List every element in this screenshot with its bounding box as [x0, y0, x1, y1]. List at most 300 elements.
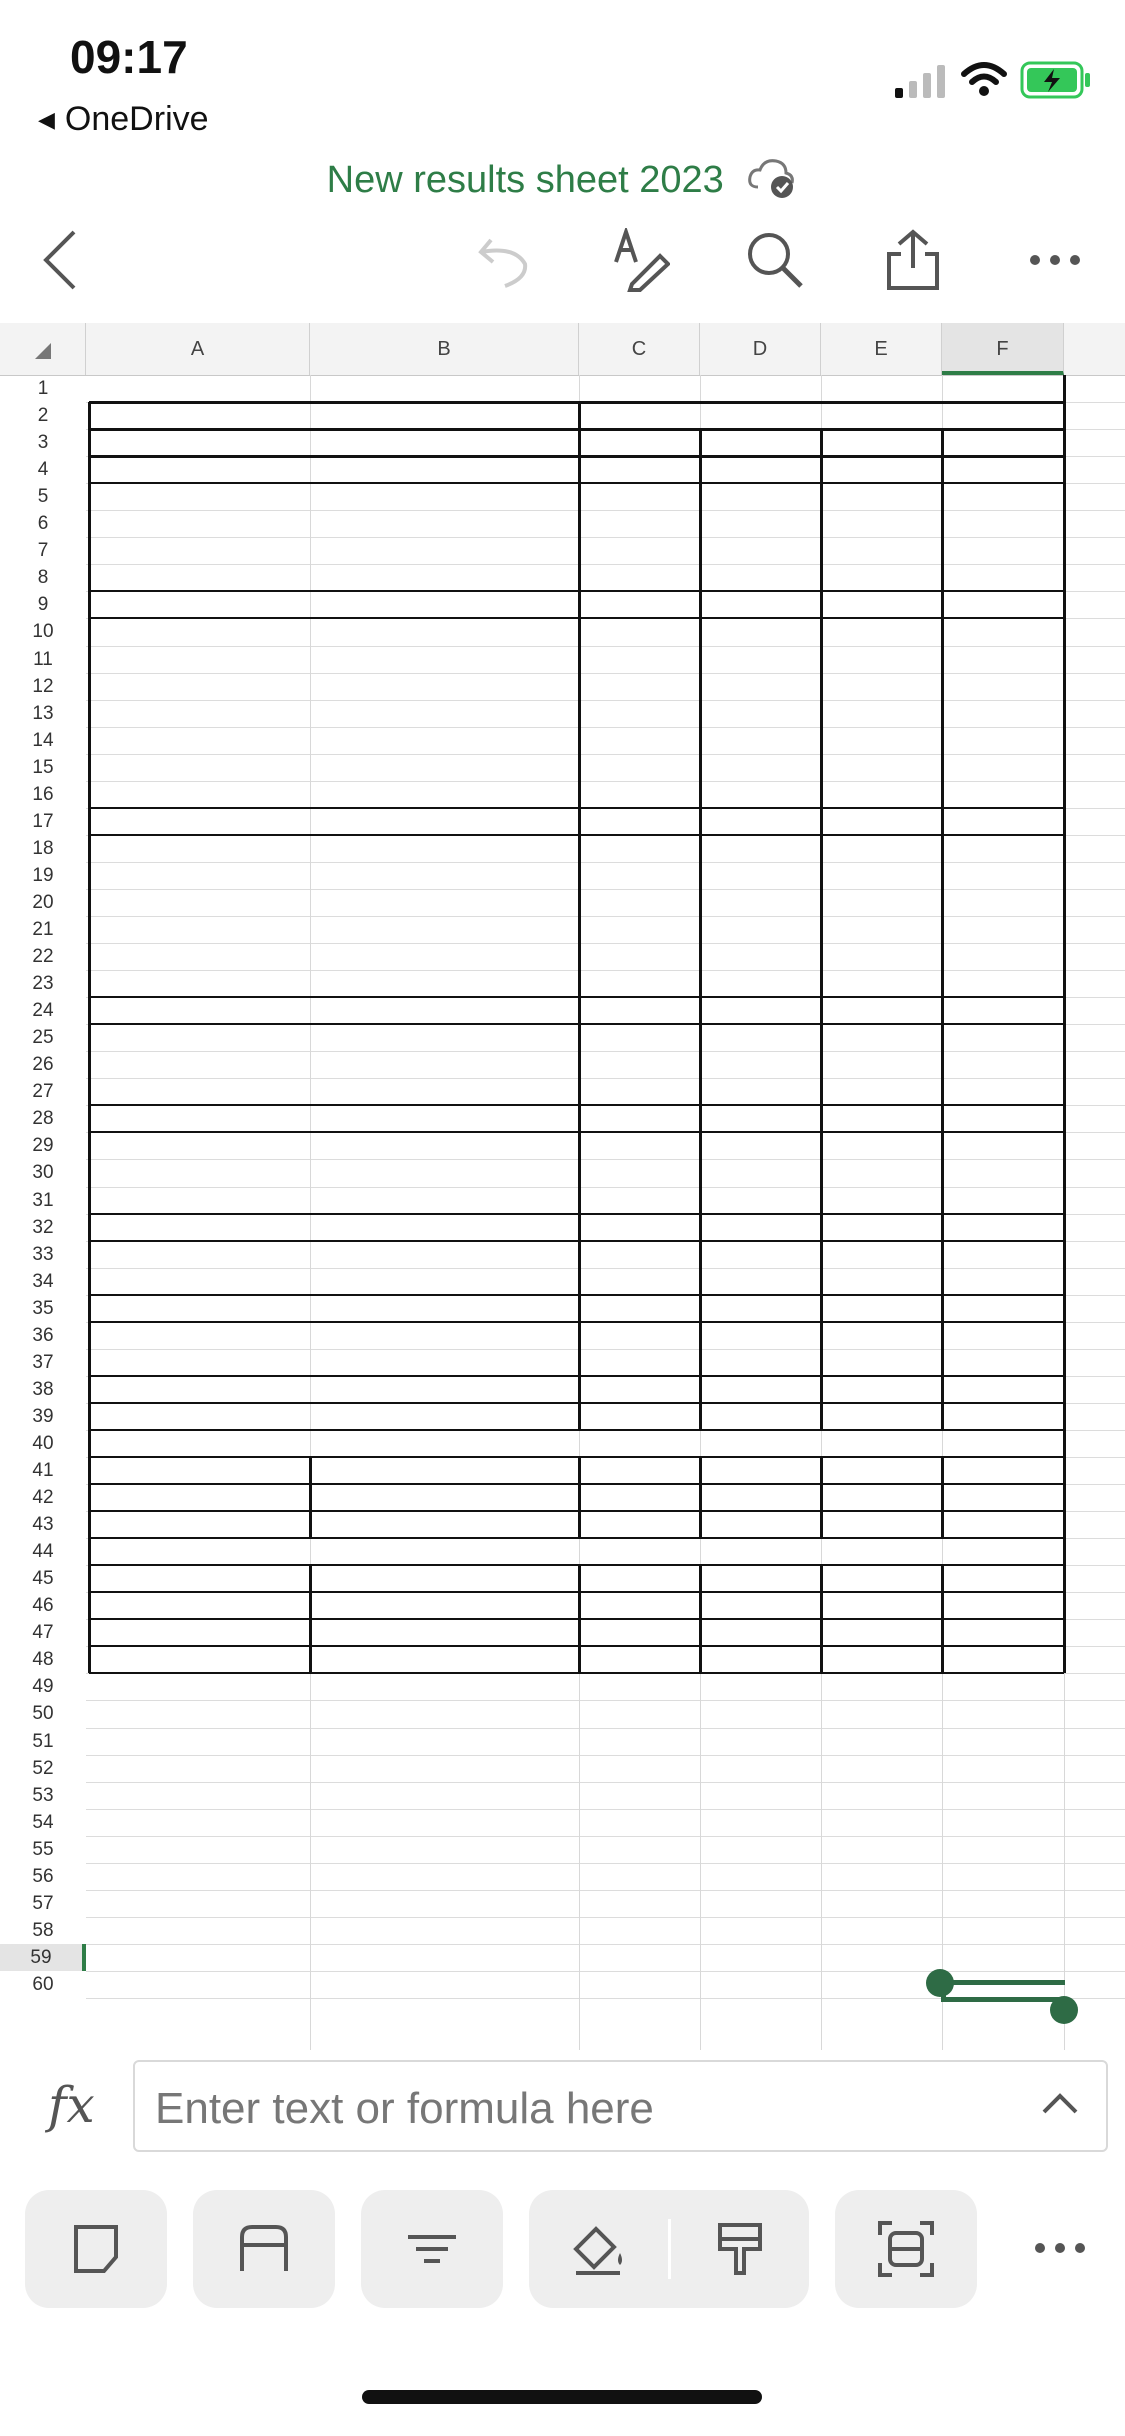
- cell-test[interactable]: [579, 916, 700, 943]
- cell-test[interactable]: [579, 1132, 700, 1159]
- cell-percent[interactable]: [821, 727, 942, 754]
- cell-marks[interactable]: [700, 754, 821, 781]
- row-number[interactable]: 4: [37, 459, 49, 481]
- cell-percent[interactable]: [821, 754, 942, 781]
- row-number[interactable]: 28: [32, 1108, 54, 1130]
- format-painter-icon[interactable]: [671, 2219, 810, 2279]
- header-pct: [827, 429, 938, 456]
- cell-test[interactable]: [579, 862, 700, 889]
- row-number[interactable]: 49: [32, 1676, 54, 1698]
- cell-name[interactable]: [93, 1051, 303, 1078]
- cell-place[interactable]: [948, 781, 1060, 808]
- cell-percent[interactable]: [821, 1132, 942, 1159]
- expand-chevron-icon[interactable]: [1040, 2090, 1080, 2121]
- row-number[interactable]: 30: [32, 1162, 54, 1184]
- cell-horse[interactable]: [316, 754, 576, 781]
- cell-marks[interactable]: [700, 564, 821, 591]
- table-border-h: [89, 1402, 1064, 1404]
- wifi-icon: [960, 60, 1008, 103]
- cell-place[interactable]: [948, 970, 1060, 997]
- cell-test[interactable]: [579, 1024, 700, 1051]
- cell-test[interactable]: [579, 1078, 700, 1105]
- cell-place[interactable]: [948, 1078, 1060, 1105]
- cell-marks[interactable]: [700, 970, 821, 997]
- cell-percent[interactable]: [821, 781, 942, 808]
- cell-name[interactable]: [93, 970, 303, 997]
- table-border-h: [89, 1537, 1064, 1539]
- cell-marks[interactable]: [700, 916, 821, 943]
- row-number[interactable]: 25: [32, 1027, 54, 1049]
- row-number[interactable]: 23: [32, 973, 54, 995]
- cell-marks[interactable]: [700, 781, 821, 808]
- fill-color-icon[interactable]: [529, 2219, 671, 2279]
- cell-test[interactable]: [579, 483, 700, 510]
- cell-horse[interactable]: [316, 618, 576, 645]
- cell-place[interactable]: [948, 673, 1060, 700]
- table-border-h: [89, 1510, 1064, 1512]
- header-horse: [316, 429, 575, 456]
- cell-percent[interactable]: [821, 889, 942, 916]
- filter-icon[interactable]: [361, 2190, 503, 2308]
- cell-name[interactable]: [93, 781, 303, 808]
- row-number[interactable]: 31: [32, 1189, 54, 1211]
- table-border-v: [88, 402, 91, 1673]
- row-number[interactable]: 9: [37, 594, 49, 616]
- row-number[interactable]: 14: [32, 729, 54, 751]
- row-number[interactable]: 47: [32, 1622, 54, 1644]
- cell-place[interactable]: [948, 1024, 1060, 1051]
- cell-percent[interactable]: [821, 862, 942, 889]
- cell-test[interactable]: [579, 646, 700, 673]
- cell-horse[interactable]: [316, 916, 576, 943]
- row-number[interactable]: 8: [37, 567, 49, 589]
- freeze-panes-icon[interactable]: [193, 2190, 335, 2308]
- cell-name[interactable]: [93, 1241, 303, 1268]
- cell-test[interactable]: [579, 943, 700, 970]
- cell-name[interactable]: [93, 1349, 303, 1376]
- cell-test[interactable]: [579, 727, 700, 754]
- table-border-h: [89, 1564, 1064, 1566]
- cell-percent[interactable]: [821, 970, 942, 997]
- table-border-v: [941, 1457, 944, 1538]
- cell-horse[interactable]: [316, 564, 576, 591]
- cell-test[interactable]: [579, 537, 700, 564]
- table-border-v: [699, 1565, 702, 1673]
- cell-marks[interactable]: [700, 1322, 821, 1349]
- header-name: [92, 429, 306, 456]
- cell-name[interactable]: [93, 889, 303, 916]
- search-icon[interactable]: [740, 225, 810, 295]
- select-icon[interactable]: [835, 2190, 977, 2308]
- row-number[interactable]: 15: [32, 756, 54, 778]
- cell-horse[interactable]: [316, 1024, 576, 1051]
- grid-row-line: [86, 1917, 1125, 1918]
- cell-marks[interactable]: [700, 700, 821, 727]
- row-number[interactable]: 22: [32, 946, 54, 968]
- cell-name[interactable]: [93, 564, 303, 591]
- formula-placeholder: Enter text or formula here: [155, 2084, 654, 2133]
- row-number[interactable]: 58: [32, 1919, 54, 1941]
- cell-marks[interactable]: [700, 1349, 821, 1376]
- row-number[interactable]: 39: [32, 1405, 54, 1427]
- cell-name[interactable]: [93, 916, 303, 943]
- cell-name[interactable]: [93, 754, 303, 781]
- row-number[interactable]: 41: [32, 1460, 54, 1481]
- cell-horse[interactable]: [316, 510, 576, 537]
- cell-horse[interactable]: [316, 889, 576, 916]
- formula-input[interactable]: [133, 2060, 1108, 2152]
- row-number[interactable]: 11: [33, 648, 53, 670]
- cell-percent[interactable]: [821, 1051, 942, 1078]
- cell-place[interactable]: [948, 1349, 1060, 1376]
- row-number[interactable]: 2: [37, 405, 49, 427]
- share-icon[interactable]: [878, 225, 948, 295]
- column-header-A[interactable]: A: [86, 323, 310, 375]
- cell-percent[interactable]: [821, 700, 942, 727]
- cell-horse[interactable]: [316, 1241, 576, 1268]
- grid-row-line: [86, 1700, 1125, 1701]
- cell-marks[interactable]: [700, 483, 821, 510]
- row-number[interactable]: 44: [32, 1541, 54, 1563]
- cell-marks[interactable]: [700, 889, 821, 916]
- cell-marks[interactable]: [700, 943, 821, 970]
- draw-pen-icon[interactable]: [605, 225, 675, 295]
- cell-horse[interactable]: [316, 1159, 576, 1186]
- cell-name[interactable]: [93, 727, 303, 754]
- cell-place[interactable]: [948, 1268, 1060, 1295]
- row-number[interactable]: 50: [32, 1703, 54, 1725]
- grid-row-line: [86, 1809, 1125, 1810]
- row-number[interactable]: 26: [32, 1054, 54, 1076]
- grid-row-line: [86, 1782, 1125, 1783]
- row-number[interactable]: 12: [32, 675, 54, 697]
- column-header-F[interactable]: F: [942, 323, 1064, 375]
- cell-name[interactable]: [93, 1024, 303, 1051]
- cell-percent[interactable]: [821, 618, 942, 645]
- cell-test[interactable]: [579, 618, 700, 645]
- cell-test[interactable]: [579, 1241, 700, 1268]
- row-number[interactable]: 37: [32, 1351, 54, 1373]
- row-number[interactable]: 53: [32, 1784, 54, 1806]
- row-number[interactable]: 35: [32, 1297, 54, 1319]
- cell-percent[interactable]: [821, 943, 942, 970]
- grid-row-line: [86, 1971, 1125, 1972]
- cell-marks[interactable]: [700, 862, 821, 889]
- cell-horse[interactable]: [316, 700, 576, 727]
- cell-horse[interactable]: [316, 1349, 576, 1376]
- row-number[interactable]: 45: [32, 1568, 54, 1590]
- cell-marks[interactable]: [700, 646, 821, 673]
- row-number[interactable]: 3: [37, 432, 49, 454]
- cloud-saved-icon: [746, 155, 798, 209]
- cell-horse[interactable]: [316, 970, 576, 997]
- cell-percent[interactable]: [821, 646, 942, 673]
- row-number[interactable]: 17: [32, 810, 54, 832]
- cell-name[interactable]: [93, 1078, 303, 1105]
- cell-percent[interactable]: [821, 1322, 942, 1349]
- cell-marks[interactable]: [700, 835, 821, 862]
- cell-place[interactable]: [948, 916, 1060, 943]
- sheet-title: [86, 375, 1064, 402]
- row-number[interactable]: 40: [32, 1432, 54, 1454]
- spreadsheet-grid[interactable]: [0, 323, 1125, 2050]
- back-triangle-icon: ◀: [38, 106, 55, 132]
- cell-name[interactable]: [93, 1132, 303, 1159]
- table-border-v: [941, 1565, 944, 1673]
- cell-test[interactable]: [579, 1322, 700, 1349]
- header-test: [585, 429, 696, 456]
- row-number[interactable]: 20: [32, 891, 54, 913]
- document-title-text: New results sheet 2023: [326, 159, 724, 202]
- table-border-h: [89, 1645, 1064, 1647]
- row-number[interactable]: 51: [32, 1730, 54, 1752]
- table-border-v: [309, 1565, 312, 1673]
- cell-percent[interactable]: [821, 835, 942, 862]
- table-border-h: [89, 1429, 1064, 1431]
- table-border-h: [89, 1456, 1064, 1458]
- cell-horse[interactable]: [316, 1078, 576, 1105]
- cell-marks[interactable]: [700, 1078, 821, 1105]
- cell-marks[interactable]: [700, 1268, 821, 1295]
- fx-icon[interactable]: fx: [48, 2076, 95, 2134]
- selection-box[interactable]: [941, 1980, 1065, 2002]
- sheet-judge: [579, 402, 1064, 429]
- cell-percent[interactable]: [821, 537, 942, 564]
- cell-place[interactable]: [948, 483, 1060, 510]
- table-border-v: [1063, 1565, 1066, 1673]
- cell-place[interactable]: [948, 889, 1060, 916]
- row-number[interactable]: 55: [32, 1838, 54, 1860]
- row-number[interactable]: 19: [32, 864, 54, 886]
- cell-name[interactable]: [93, 483, 303, 510]
- cell-test[interactable]: [579, 970, 700, 997]
- cell-name[interactable]: [93, 862, 303, 889]
- table-border-h: [89, 1672, 1064, 1674]
- table-border-v: [820, 1565, 823, 1673]
- back-to-app-link[interactable]: [38, 100, 209, 139]
- row-number[interactable]: 57: [32, 1892, 54, 1914]
- cell-place[interactable]: [948, 754, 1060, 781]
- cell-name[interactable]: [93, 646, 303, 673]
- row-number[interactable]: 33: [32, 1243, 54, 1265]
- cell-place[interactable]: [948, 1187, 1060, 1214]
- row-number[interactable]: 21: [32, 919, 54, 940]
- row-number[interactable]: 16: [32, 783, 54, 805]
- row-number[interactable]: 27: [32, 1081, 54, 1103]
- cell-name[interactable]: [93, 1187, 303, 1214]
- cell-horse[interactable]: [316, 1051, 576, 1078]
- row-number[interactable]: 6: [37, 513, 49, 535]
- sheet-view-icon[interactable]: [25, 2190, 167, 2308]
- undo-icon[interactable]: [470, 225, 540, 295]
- row-number[interactable]: 18: [32, 837, 54, 859]
- row-number[interactable]: 60: [32, 1973, 54, 1995]
- cell-place[interactable]: [948, 700, 1060, 727]
- cell-place[interactable]: [948, 1322, 1060, 1349]
- cell-horse[interactable]: [316, 673, 576, 700]
- cell-percent[interactable]: [821, 483, 942, 510]
- selection-handle-end[interactable]: [1050, 1996, 1078, 2024]
- cell-marks[interactable]: [700, 1051, 821, 1078]
- cell-horse[interactable]: [316, 862, 576, 889]
- table-border-h: [89, 1591, 1064, 1593]
- cell-marks[interactable]: [700, 1159, 821, 1186]
- row-number[interactable]: 13: [32, 702, 54, 724]
- select-all-corner[interactable]: [0, 323, 86, 375]
- row-number[interactable]: 1: [37, 378, 49, 399]
- cell-name[interactable]: [93, 943, 303, 970]
- cell-name[interactable]: [93, 510, 303, 537]
- bottom-action-bar: [0, 2180, 1125, 2320]
- cell-percent[interactable]: [821, 1241, 942, 1268]
- format-group: [529, 2190, 809, 2308]
- cell-test[interactable]: [579, 754, 700, 781]
- cell-place[interactable]: [948, 862, 1060, 889]
- cell-horse[interactable]: [316, 1187, 576, 1214]
- table-border-v: [578, 1457, 581, 1538]
- row-number[interactable]: 42: [32, 1487, 54, 1509]
- back-chevron-icon[interactable]: [30, 225, 90, 295]
- signal-icon: [893, 64, 947, 103]
- cell-percent[interactable]: [821, 673, 942, 700]
- cell-marks[interactable]: [700, 1132, 821, 1159]
- cell-percent[interactable]: [821, 1349, 942, 1376]
- column-header-E[interactable]: E: [821, 323, 942, 375]
- row-number[interactable]: 32: [32, 1216, 54, 1238]
- cell-horse[interactable]: [316, 537, 576, 564]
- cell-test[interactable]: [579, 700, 700, 727]
- cell-test[interactable]: [579, 1159, 700, 1186]
- row-number[interactable]: 36: [32, 1324, 54, 1346]
- cell-name[interactable]: [93, 835, 303, 862]
- home-indicator[interactable]: [362, 2390, 762, 2404]
- cell-name[interactable]: [93, 1159, 303, 1186]
- cell-percent[interactable]: [821, 1159, 942, 1186]
- cell-place[interactable]: [948, 510, 1060, 537]
- cell-marks[interactable]: [700, 727, 821, 754]
- cell-name[interactable]: [93, 537, 303, 564]
- more-icon[interactable]: [1020, 225, 1090, 295]
- cell-name[interactable]: [93, 673, 303, 700]
- back-app-label: OneDrive: [64, 100, 209, 138]
- cell-test[interactable]: [579, 564, 700, 591]
- row-number[interactable]: 24: [32, 1000, 54, 1022]
- row-number[interactable]: 59: [0, 1944, 86, 1971]
- cell-test[interactable]: [579, 1268, 700, 1295]
- cell-marks[interactable]: [700, 510, 821, 537]
- column-header-B[interactable]: B: [310, 323, 579, 375]
- row-number[interactable]: 29: [32, 1135, 54, 1157]
- cell-place[interactable]: [948, 618, 1060, 645]
- column-header-next[interactable]: [1064, 323, 1125, 375]
- cell-test[interactable]: [579, 510, 700, 537]
- cell-percent[interactable]: [821, 510, 942, 537]
- row-number[interactable]: 43: [32, 1514, 54, 1536]
- cell-marks[interactable]: [700, 1024, 821, 1051]
- grid-row-line: [86, 1728, 1125, 1729]
- table-border-v: [820, 1457, 823, 1538]
- cell-place[interactable]: [948, 727, 1060, 754]
- cell-horse[interactable]: [316, 835, 576, 862]
- cell-name[interactable]: [93, 1268, 303, 1295]
- row-number[interactable]: 7: [37, 540, 49, 562]
- cell-horse[interactable]: [316, 483, 576, 510]
- cell-test[interactable]: [579, 1187, 700, 1214]
- row-number[interactable]: 48: [32, 1649, 54, 1671]
- row-number[interactable]: 38: [32, 1378, 54, 1400]
- cell-place[interactable]: [948, 1132, 1060, 1159]
- cell-percent[interactable]: [821, 916, 942, 943]
- cell-place[interactable]: [948, 943, 1060, 970]
- cell-horse[interactable]: [316, 727, 576, 754]
- battery-icon: [1020, 60, 1092, 105]
- row-number[interactable]: 56: [32, 1865, 54, 1887]
- cell-horse[interactable]: [316, 1322, 576, 1349]
- grid-row-line: [86, 1863, 1125, 1864]
- row-number[interactable]: 10: [32, 621, 54, 643]
- grid-row-line: [86, 1944, 1125, 1945]
- header-marks: [706, 429, 817, 456]
- column-header-D[interactable]: D: [700, 323, 821, 375]
- cell-place[interactable]: [948, 564, 1060, 591]
- cell-test[interactable]: [579, 889, 700, 916]
- cell-horse[interactable]: [316, 1268, 576, 1295]
- column-header-C[interactable]: C: [579, 323, 700, 375]
- cell-marks[interactable]: [700, 537, 821, 564]
- cell-place[interactable]: [948, 537, 1060, 564]
- cell-place[interactable]: [948, 1051, 1060, 1078]
- table-border-v: [699, 1457, 702, 1538]
- row-number[interactable]: 54: [32, 1811, 54, 1833]
- row-number[interactable]: 5: [37, 486, 49, 508]
- cell-horse[interactable]: [316, 646, 576, 673]
- cell-percent[interactable]: [821, 564, 942, 591]
- document-title[interactable]: [0, 155, 1125, 209]
- cell-marks[interactable]: [700, 1187, 821, 1214]
- cell-place[interactable]: [948, 835, 1060, 862]
- cell-place[interactable]: [948, 646, 1060, 673]
- cell-percent[interactable]: [821, 1268, 942, 1295]
- table-border-h: [89, 1483, 1064, 1485]
- cell-horse[interactable]: [316, 781, 576, 808]
- table-border-v: [578, 1565, 581, 1673]
- more-options-icon[interactable]: [1030, 2238, 1090, 2263]
- cell-place[interactable]: [948, 1241, 1060, 1268]
- cell-name[interactable]: [93, 1322, 303, 1349]
- cell-marks[interactable]: [700, 618, 821, 645]
- cell-test[interactable]: [579, 673, 700, 700]
- cell-test[interactable]: [579, 781, 700, 808]
- cell-test[interactable]: [579, 835, 700, 862]
- cell-test[interactable]: [579, 1349, 700, 1376]
- row-number[interactable]: 34: [32, 1270, 54, 1292]
- row-number[interactable]: 52: [32, 1757, 54, 1779]
- cell-name[interactable]: [93, 700, 303, 727]
- cell-marks[interactable]: [700, 1241, 821, 1268]
- grid-row-line: [86, 1836, 1125, 1837]
- cell-horse[interactable]: [316, 1132, 576, 1159]
- cell-place[interactable]: [948, 1159, 1060, 1186]
- cell-percent[interactable]: [821, 1024, 942, 1051]
- row-number[interactable]: 46: [32, 1595, 54, 1617]
- sheet-date: [86, 402, 579, 429]
- cell-percent[interactable]: [821, 1187, 942, 1214]
- cell-marks[interactable]: [700, 673, 821, 700]
- cell-test[interactable]: [579, 1051, 700, 1078]
- cell-name[interactable]: [93, 618, 303, 645]
- cell-percent[interactable]: [821, 1078, 942, 1105]
- cell-horse[interactable]: [316, 943, 576, 970]
